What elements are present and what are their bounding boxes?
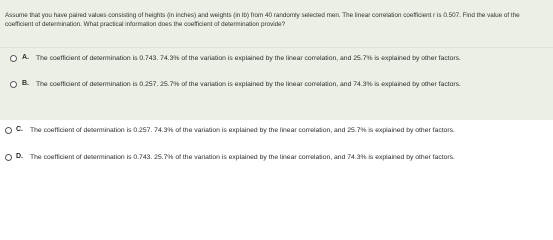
option-letter: C. <box>16 126 23 133</box>
option-text: The coefficient of determination is 0.257. 74.3% of the variation is explained by the linear correlation, and 25.7% is explained by other factors. <box>30 127 455 134</box>
answer-option-a[interactable] <box>0 53 553 79</box>
option-letter: D. <box>16 153 23 160</box>
option-text: The coefficient of determination is 0.743. 74.3% of the variation is explained by the linear correlation, and 25.7% is explained by other factors. <box>36 55 461 62</box>
option-text: The coefficient of determination is 0.257. 25.7% of the variation is explained by the linear correlation, and 74.3% is explained by other factors. <box>36 81 461 88</box>
radio-unselected-icon[interactable] <box>5 127 12 134</box>
radio-unselected-icon[interactable] <box>10 81 17 88</box>
answer-option-b[interactable] <box>0 79 553 105</box>
question-panel <box>0 0 553 47</box>
option-letter: B. <box>22 80 29 87</box>
radio-unselected-icon[interactable] <box>5 154 12 161</box>
option-text: The coefficient of determination is 0.743. 25.7% of the variation is explained by the linear correlation, and 74.3% is explained by other factors. <box>30 154 455 161</box>
question-text: Assume that you have paired values consisting of heights (in inches) and weights (in lb) from 40 randomly selected men. The linear correlation coefficient r is 0.507. Find the value of the coefficient of determination. What practical information does the coefficient of determination provide? <box>5 12 520 28</box>
radio-unselected-icon[interactable] <box>10 55 17 62</box>
answer-option-d[interactable] <box>0 151 553 177</box>
option-letter: A. <box>22 54 29 61</box>
answer-option-c[interactable] <box>0 124 553 150</box>
